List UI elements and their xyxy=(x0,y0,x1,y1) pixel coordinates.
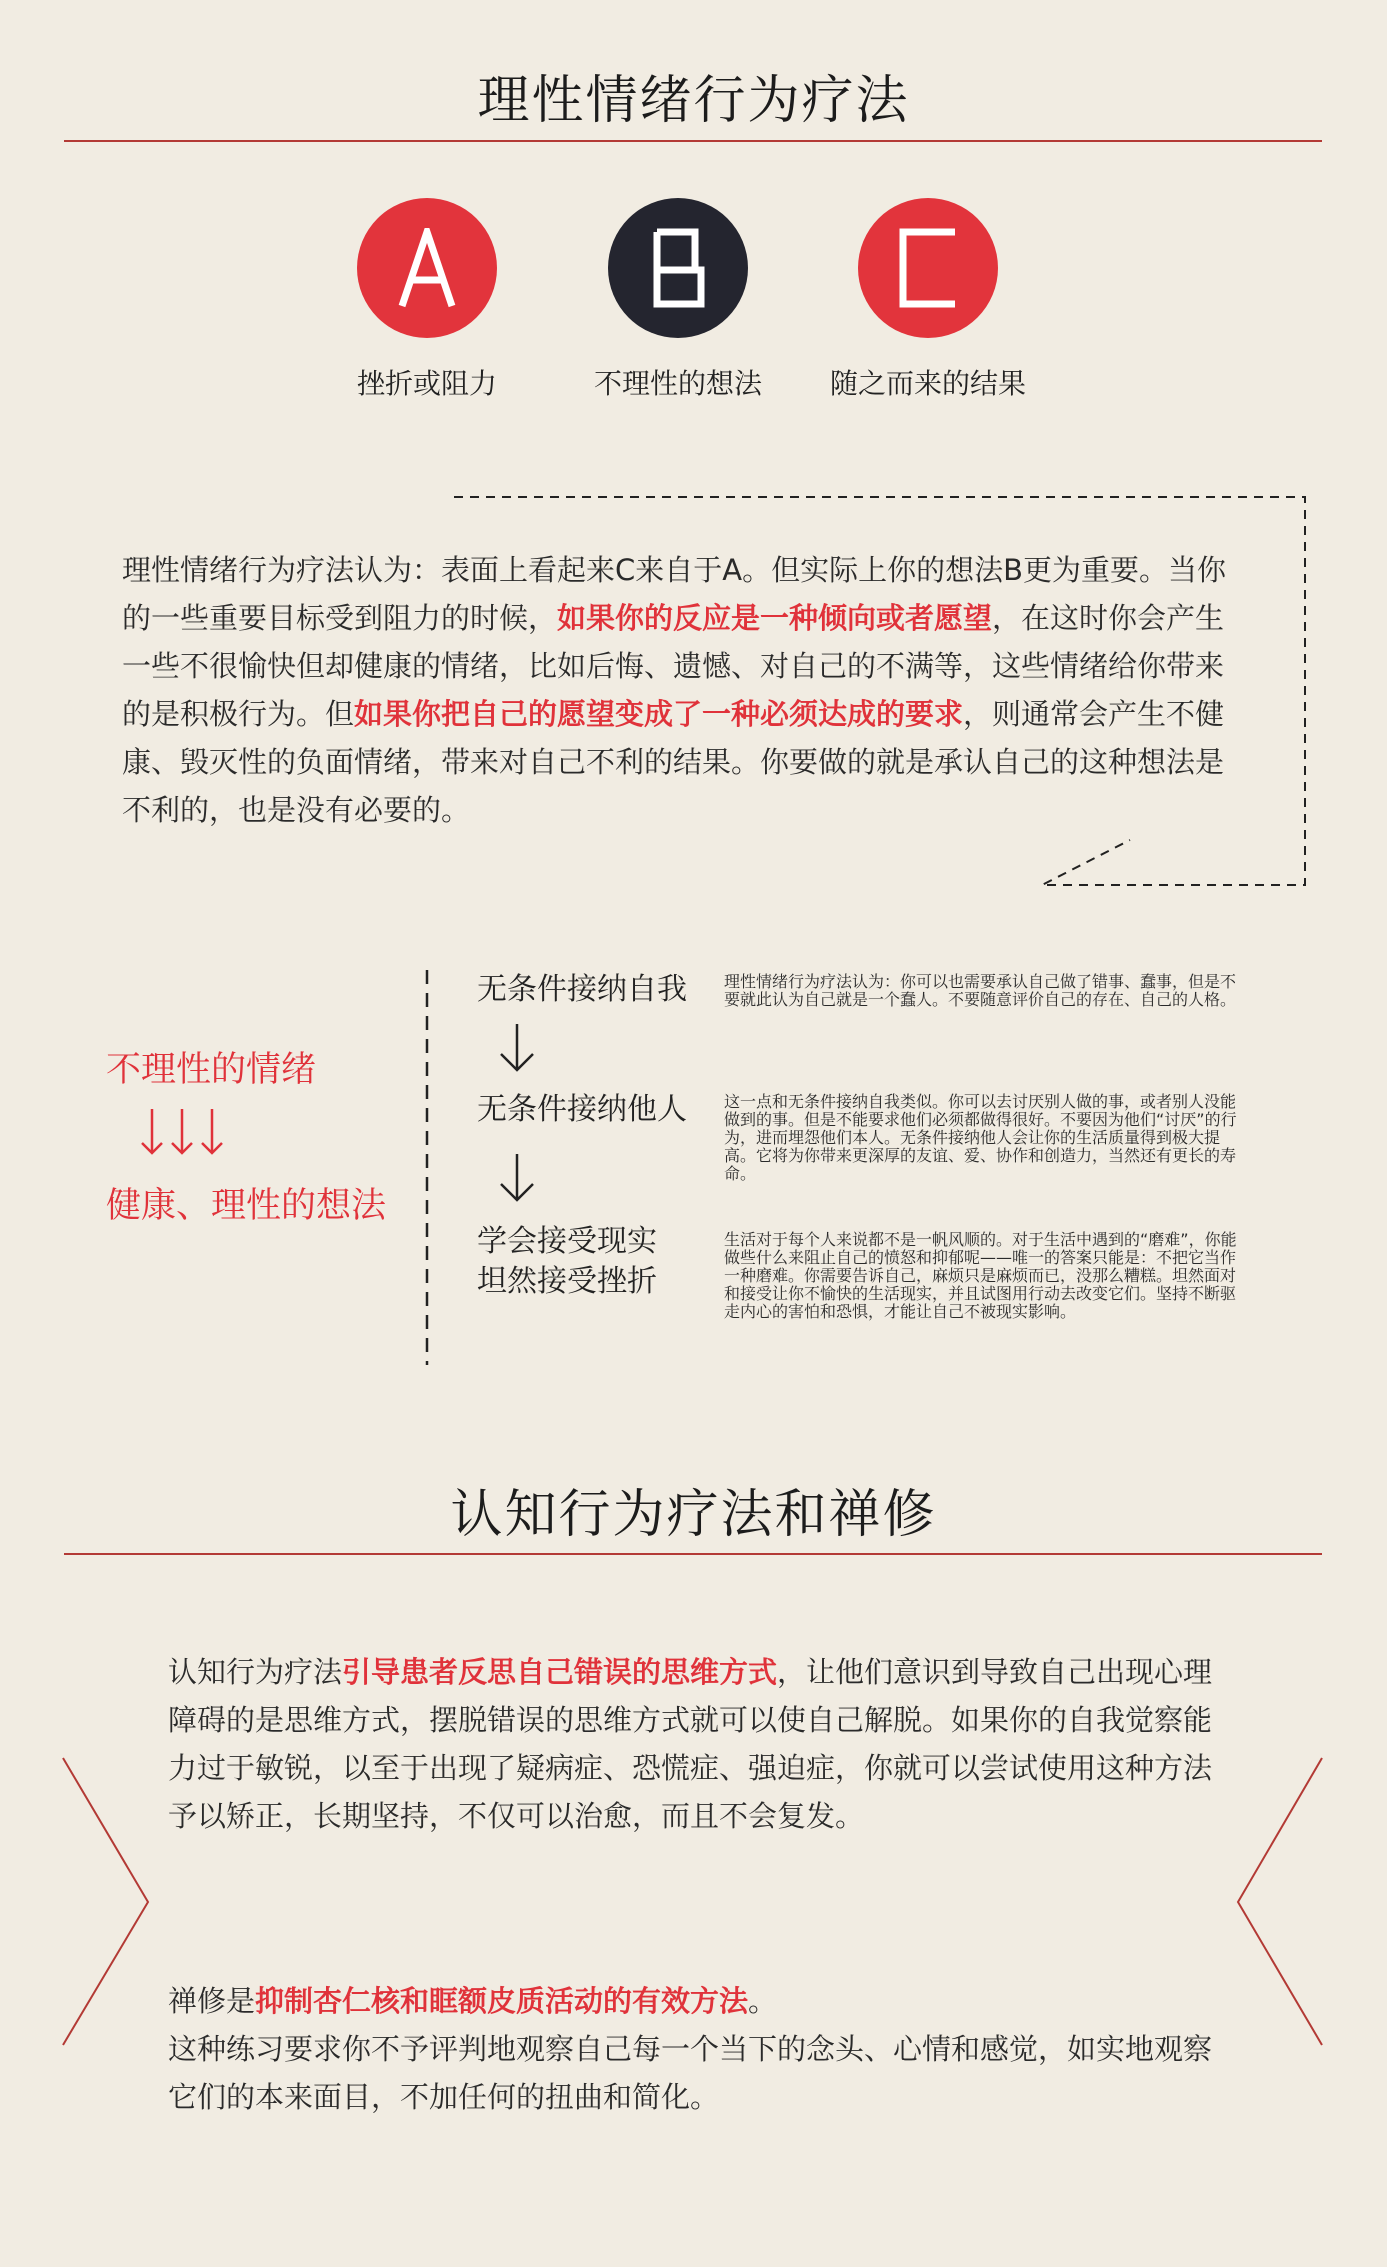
section-title-cbt: 认知行为疗法和禅修 xyxy=(450,1485,937,1545)
cbt-highlight: 引导患者反思自己错误的思维方式 xyxy=(342,1655,778,1689)
intro-text-1: 理性情绪行为疗法认为：表面上看起来C来自于A。但实际上你的想法B更为重要。当你的一些重要目标受到阻力的时候， xyxy=(122,553,1226,635)
zen-text-2: 。 xyxy=(748,1984,778,2018)
circle-c xyxy=(858,198,998,338)
desc-accept-self: 理性情绪行为疗法认为：你可以也需要承认自己做了错事、蠢事，但是不要就此认为自己就是一个蠢人。不要随意评价自己的存在、自己的人格。 xyxy=(724,972,1237,1009)
step-accept-self: 无条件接纳自我 xyxy=(477,972,687,1007)
label-c: 随之而来的结果 xyxy=(829,367,1026,400)
zen-highlight: 抑制杏仁核和眶额皮质活动的有效方法 xyxy=(255,1984,749,2018)
title-rule xyxy=(64,140,1322,142)
intro-text-2: ，在这时你会产生一些不很愉快但却健康的情绪，比如后悔、遗憾、对自己的不满等，这些情绪给你带来的是积极行为。但 xyxy=(122,601,1225,731)
letter-a-icon xyxy=(392,228,462,308)
rebt-intro-paragraph xyxy=(122,546,1242,834)
intro-highlight-2: 如果你把自己的愿望变成了一种必须达成的要求 xyxy=(354,697,964,731)
cbt-paragraph xyxy=(168,1648,1228,1840)
vertical-divider xyxy=(424,970,430,1365)
intro-highlight-1: 如果你的反应是一种倾向或者愿望 xyxy=(557,601,993,635)
intro-text-3: ，则通常会产生不健康、毁灭性的负面情绪，带来对自己不利的结果。你要做的就是承认自己的这种想法是不利的，也是没有必要的。 xyxy=(122,697,1225,827)
zen-text-3: 这种练习要求你不予评判地观察自己每一个当下的念头、心情和感觉，如实地观察它们的本来面目，不加任何的扭曲和简化。 xyxy=(168,2032,1213,2114)
flow-to: 健康、理性的想法 xyxy=(106,1186,387,1226)
letter-b-icon xyxy=(643,228,713,308)
desc-accept-reality: 生活对于每个人来说都不是一帆风顺的。对于生活中遇到的“磨难”，你能做些什么来阻止自己的愤怒和抑郁呢——唯一的答案只能是：不把它当作一种磨难。你需要告诉自己，麻烦只是麻烦而已，没那么糟糕。坦然面对和接受让你不愉快的生活现实，并且试图用行动去改变它们。坚持不断驱走内心的害怕和恐惧，才能让自己不被现实影响。 xyxy=(724,1230,1237,1321)
step-accept-reality-line2: 坦然接受挫折 xyxy=(477,1264,657,1299)
title-rule xyxy=(64,1553,1322,1555)
cbt-text-1: 认知行为疗法 xyxy=(168,1655,343,1689)
label-a: 挫折或阻力 xyxy=(356,367,497,400)
left-chevron-icon xyxy=(60,1755,155,2050)
circle-a xyxy=(357,198,497,338)
zen-paragraph xyxy=(168,1977,1228,2121)
down-arrow-icon xyxy=(495,1152,539,1204)
step-accept-reality-line1: 学会接受现实 xyxy=(477,1224,657,1259)
zen-text-1: 禅修是 xyxy=(168,1984,256,2018)
right-chevron-icon xyxy=(1232,1755,1327,2050)
section-title-rebt: 理性情绪行为疗法 xyxy=(477,71,910,131)
circle-b xyxy=(608,198,748,338)
step-accept-others: 无条件接纳他人 xyxy=(477,1092,687,1127)
step-accept-reality xyxy=(477,1222,657,1302)
triple-arrow-icon xyxy=(140,1107,225,1159)
desc-accept-others: 这一点和无条件接纳自我类似。你可以去讨厌别人做的事，或者别人没能做到的事。但是不能要求他们必须都做得很好。不要因为他们“讨厌”的行为，进而埋怨他们本人。无条件接纳他人会让你的生活质量得到极大提高。它将为你带来更深厚的友谊、爱、协作和创造力，当然还有更长的寿命。 xyxy=(724,1092,1237,1183)
label-b: 不理性的想法 xyxy=(593,367,762,400)
flow-from: 不理性的情绪 xyxy=(106,1050,317,1090)
down-arrow-icon xyxy=(495,1022,539,1074)
letter-c-icon xyxy=(893,228,963,308)
cbt-text-2: ，让他们意识到导致自己出现心理障碍的是思维方式，摆脱错误的思维方式就可以使自己解脱。如果你的自我觉察能力过于敏锐，以至于出现了疑病症、恐慌症、强迫症，你就可以尝试使用这种方法予以矫正，长期坚持，不仅可以治愈，而且不会复发。 xyxy=(168,1655,1213,1833)
